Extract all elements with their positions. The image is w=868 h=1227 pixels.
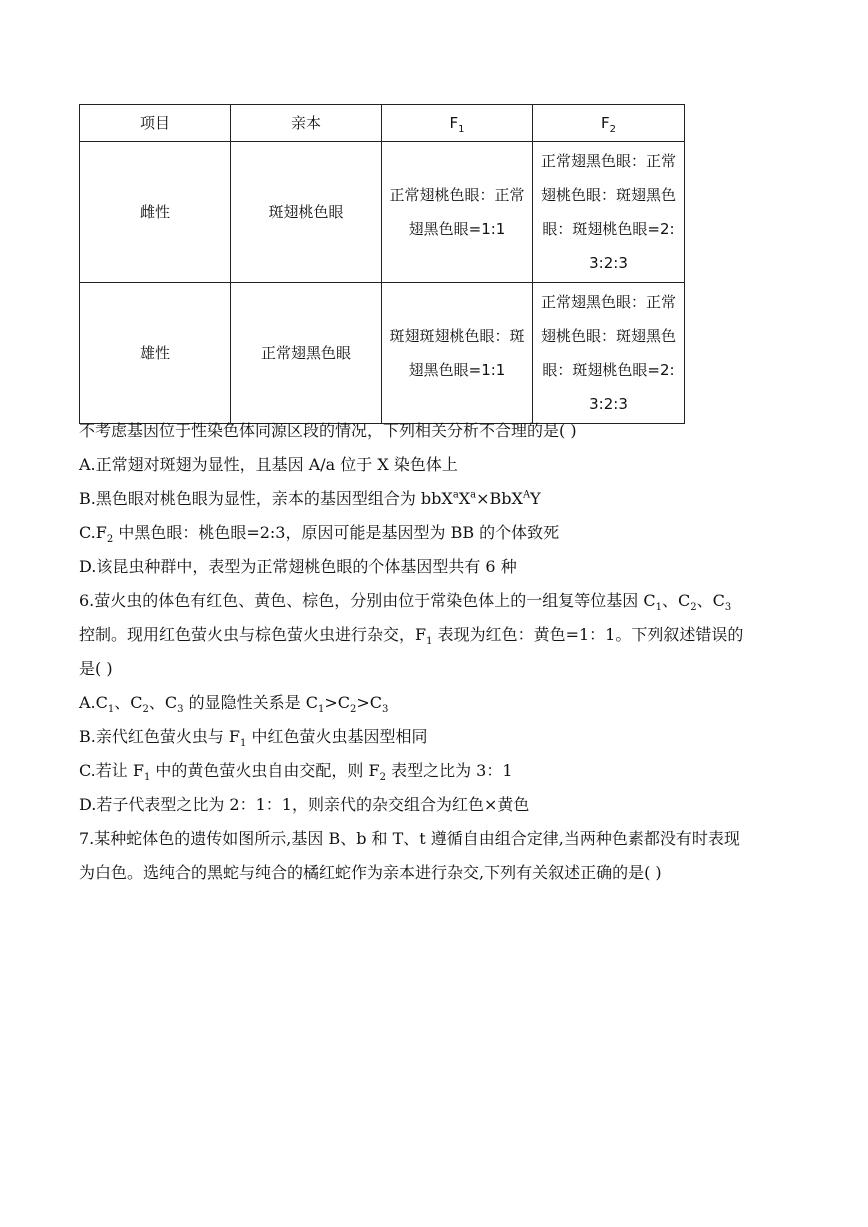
table-row: [80, 283, 685, 424]
q7-stem: 7.某种蛇体色的遗传如图所示,基因 B、b 和 T、t 遵循自由组合定律,当两种色素都没有时表现: [79, 829, 740, 848]
header-f1: $F_1$: [382, 105, 533, 142]
q5-option-b: B.黑色眼对桃色眼为显性，亲本的基因型组合为 $bbX^aX^a\times BbX^AY$: [79, 489, 541, 508]
header-f2: $F_2$: [533, 105, 685, 142]
cell-f2: 正常翅黑色眼：正常翅桃色眼：斑翅黑色眼：斑翅桃色眼=2:3:2:3: [533, 142, 685, 283]
table-header-row: [80, 105, 685, 142]
q6-option-d: D.若子代表型之比为 2：1：1，则亲代的杂交组合为红色×黄色: [79, 795, 530, 814]
header-item: 项目: [80, 105, 231, 142]
cell-f1: 正常翅桃色眼：正常翅黑色眼=1:1: [382, 142, 533, 283]
q7-stem-line2: 为白色。选纯合的黑蛇与纯合的橘红蛇作为亲本进行杂交,下列有关叙述正确的是( ): [79, 863, 662, 882]
q6-stem: 6.萤火虫的体色有红色、黄色、棕色，分别由位于常染色体上的一组复等位基因 $C_1$、$C_2$、$C_3$: [79, 591, 732, 614]
q5-option-c: $C.F_2$ 中黑色眼：桃色眼=2:3，原因可能是基因型为 BB 的个体致死: [79, 523, 560, 546]
cell-item: 雄性: [80, 283, 231, 424]
cell-parent: 斑翅桃色眼: [231, 142, 382, 283]
q5-option-d: D.该昆虫种群中，表型为正常翅桃色眼的个体基因型共有 6 种: [79, 557, 517, 576]
q6-stem-line3: 是( ): [79, 659, 113, 678]
question-text: [79, 414, 795, 890]
q6-option-c: C.若让 $F_1$ 中的黄色萤火虫自由交配，则 $F_2$ 表型之比为 3：1: [79, 761, 513, 784]
cell-item: 雌性: [80, 142, 231, 283]
cell-f2: 正常翅黑色眼：正常翅桃色眼：斑翅黑色眼：斑翅桃色眼=2:3:2:3: [533, 283, 685, 424]
q6-option-a: $A.C_1$、$C_2$、$C_3$ 的显隐性关系是 $C_1>C_2>C_3$: [79, 693, 389, 716]
cell-parent: 正常翅黑色眼: [231, 283, 382, 424]
q6-option-b: B.亲代红色萤火虫与 $F_1$ 中红色萤火虫基因型相同: [79, 727, 428, 750]
table-row: [80, 142, 685, 283]
cell-f1: 斑翅斑翅桃色眼：斑翅黑色眼=1:1: [382, 283, 533, 424]
q6-stem-line2: 控制。现用红色萤火虫与棕色萤火虫进行杂交，$F_1$ 表现为红色：黄色=1：1。下列叙述错误的: [79, 625, 744, 648]
q5-stem: 不考虑基因位于性染色体同源区段的情况，下列相关分析不合理的是( ): [79, 421, 577, 440]
genetics-table: [79, 104, 685, 424]
q5-option-a: A.正常翅对斑翅为显性，且基因 A/a 位于 X 染色体上: [79, 455, 458, 474]
header-parent: 亲本: [231, 105, 382, 142]
